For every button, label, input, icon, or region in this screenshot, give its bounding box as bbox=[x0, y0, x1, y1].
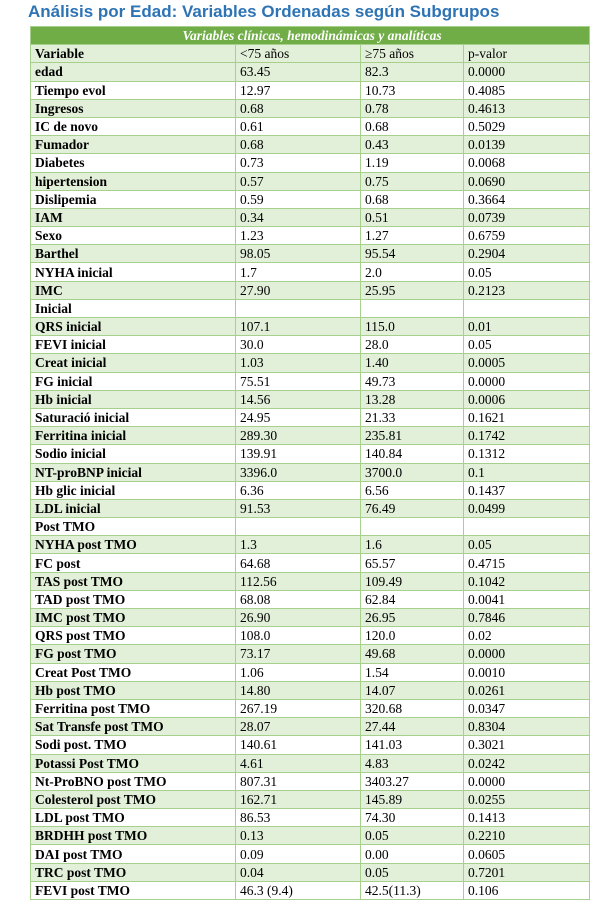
variable-cell: QRS post TMO bbox=[31, 627, 236, 645]
variable-cell: Colesterol post TMO bbox=[31, 790, 236, 808]
variable-cell: NYHA inicial bbox=[31, 263, 236, 281]
table-row bbox=[31, 518, 590, 536]
variable-cell: Ingresos bbox=[31, 99, 236, 117]
variable-cell: TRC post TMO bbox=[31, 863, 236, 881]
variable-cell: FG inicial bbox=[31, 372, 236, 390]
under-75-cell: 0.68 bbox=[236, 136, 361, 154]
variable-cell: Post TMO bbox=[31, 518, 236, 536]
variable-cell: hipertension bbox=[31, 172, 236, 190]
table-row bbox=[31, 408, 590, 426]
p-value-cell: 0.0261 bbox=[464, 681, 590, 699]
over-75-cell: 25.95 bbox=[361, 281, 464, 299]
over-75-cell: 27.44 bbox=[361, 718, 464, 736]
under-75-cell: 112.56 bbox=[236, 572, 361, 590]
under-75-cell: 1.03 bbox=[236, 354, 361, 372]
over-75-cell: 42.5(11.3) bbox=[361, 881, 464, 899]
p-value-cell: 0.4613 bbox=[464, 99, 590, 117]
variable-cell: DAI post TMO bbox=[31, 845, 236, 863]
over-75-cell: 62.84 bbox=[361, 590, 464, 608]
under-75-cell: 1.3 bbox=[236, 536, 361, 554]
table-row bbox=[31, 281, 590, 299]
under-75-cell: 0.68 bbox=[236, 99, 361, 117]
variable-cell: Sat Transfe post TMO bbox=[31, 718, 236, 736]
table-row bbox=[31, 227, 590, 245]
table-row bbox=[31, 881, 590, 899]
table-body bbox=[31, 63, 590, 900]
under-75-cell: 0.59 bbox=[236, 190, 361, 208]
variable-cell: FC post bbox=[31, 554, 236, 572]
under-75-cell: 30.0 bbox=[236, 336, 361, 354]
p-value-cell: 0.0347 bbox=[464, 699, 590, 717]
over-75-cell: 0.05 bbox=[361, 863, 464, 881]
under-75-cell: 162.71 bbox=[236, 790, 361, 808]
p-value-cell: 0.0242 bbox=[464, 754, 590, 772]
variable-cell: IMC post TMO bbox=[31, 609, 236, 627]
table-row bbox=[31, 427, 590, 445]
over-75-cell: 0.05 bbox=[361, 827, 464, 845]
table-row bbox=[31, 790, 590, 808]
variable-cell: Sexo bbox=[31, 227, 236, 245]
p-value-cell: 0.0139 bbox=[464, 136, 590, 154]
under-75-cell: 0.13 bbox=[236, 827, 361, 845]
over-75-cell: 3700.0 bbox=[361, 463, 464, 481]
table-row bbox=[31, 572, 590, 590]
p-value-cell: 0.8304 bbox=[464, 718, 590, 736]
table-row bbox=[31, 772, 590, 790]
under-75-cell: 107.1 bbox=[236, 318, 361, 336]
variable-cell: Ferritina post TMO bbox=[31, 699, 236, 717]
over-75-cell: 1.6 bbox=[361, 536, 464, 554]
variable-cell: Sodio inicial bbox=[31, 445, 236, 463]
table-row bbox=[31, 208, 590, 226]
results-table bbox=[30, 26, 590, 900]
under-75-cell: 26.90 bbox=[236, 609, 361, 627]
table-row bbox=[31, 63, 590, 81]
p-value-cell: 0.1621 bbox=[464, 408, 590, 426]
table-row bbox=[31, 754, 590, 772]
p-value-cell: 0.1437 bbox=[464, 481, 590, 499]
p-value-cell: 0.0000 bbox=[464, 63, 590, 81]
variable-cell: TAD post TMO bbox=[31, 590, 236, 608]
under-75-cell: 6.36 bbox=[236, 481, 361, 499]
variable-cell: Tiempo evol bbox=[31, 81, 236, 99]
variable-cell: IC de novo bbox=[31, 117, 236, 135]
variable-cell: QRS inicial bbox=[31, 318, 236, 336]
variable-cell: BRDHH post TMO bbox=[31, 827, 236, 845]
under-75-cell: 63.45 bbox=[236, 63, 361, 81]
variable-cell: Hb glic inicial bbox=[31, 481, 236, 499]
p-value-cell: 0.05 bbox=[464, 536, 590, 554]
table-row bbox=[31, 463, 590, 481]
over-75-cell: 6.56 bbox=[361, 481, 464, 499]
over-75-cell bbox=[361, 518, 464, 536]
over-75-cell: 0.78 bbox=[361, 99, 464, 117]
under-75-cell: 289.30 bbox=[236, 427, 361, 445]
variable-cell: NT-proBNP inicial bbox=[31, 463, 236, 481]
under-75-cell: 3396.0 bbox=[236, 463, 361, 481]
table-row bbox=[31, 499, 590, 517]
over-75-cell: 0.68 bbox=[361, 117, 464, 135]
table-row bbox=[31, 390, 590, 408]
p-value-cell: 0.2904 bbox=[464, 245, 590, 263]
under-75-cell: 91.53 bbox=[236, 499, 361, 517]
table-row bbox=[31, 354, 590, 372]
under-75-cell: 108.0 bbox=[236, 627, 361, 645]
over-75-cell: 140.84 bbox=[361, 445, 464, 463]
table-row bbox=[31, 117, 590, 135]
under-75-cell: 24.95 bbox=[236, 408, 361, 426]
table-row bbox=[31, 536, 590, 554]
under-75-cell: 86.53 bbox=[236, 809, 361, 827]
table-row bbox=[31, 245, 590, 263]
table-row bbox=[31, 372, 590, 390]
variable-cell: FG post TMO bbox=[31, 645, 236, 663]
table-row bbox=[31, 845, 590, 863]
table-row bbox=[31, 627, 590, 645]
p-value-cell: 0.0041 bbox=[464, 590, 590, 608]
column-header-p-value: p-valor bbox=[464, 45, 590, 63]
p-value-cell: 0.1413 bbox=[464, 809, 590, 827]
variable-cell: Sodi post. TMO bbox=[31, 736, 236, 754]
p-value-cell: 0.3664 bbox=[464, 190, 590, 208]
p-value-cell: 0.4715 bbox=[464, 554, 590, 572]
variable-cell: Hb inicial bbox=[31, 390, 236, 408]
table-row bbox=[31, 736, 590, 754]
over-75-cell: 14.07 bbox=[361, 681, 464, 699]
p-value-cell: 0.4085 bbox=[464, 81, 590, 99]
under-75-cell: 0.09 bbox=[236, 845, 361, 863]
under-75-cell: 12.97 bbox=[236, 81, 361, 99]
table-row bbox=[31, 699, 590, 717]
p-value-cell: 0.0255 bbox=[464, 790, 590, 808]
over-75-cell: 320.68 bbox=[361, 699, 464, 717]
table-row bbox=[31, 718, 590, 736]
variable-cell: Hb post TMO bbox=[31, 681, 236, 699]
p-value-cell: 0.0010 bbox=[464, 663, 590, 681]
p-value-cell: 0.02 bbox=[464, 627, 590, 645]
over-75-cell: 0.00 bbox=[361, 845, 464, 863]
under-75-cell: 1.23 bbox=[236, 227, 361, 245]
table-row bbox=[31, 445, 590, 463]
variable-cell: Saturació inicial bbox=[31, 408, 236, 426]
p-value-cell: 0.0000 bbox=[464, 645, 590, 663]
p-value-cell: 0.05 bbox=[464, 336, 590, 354]
over-75-cell: 145.89 bbox=[361, 790, 464, 808]
over-75-cell: 235.81 bbox=[361, 427, 464, 445]
over-75-cell: 49.73 bbox=[361, 372, 464, 390]
under-75-cell: 64.68 bbox=[236, 554, 361, 572]
over-75-cell: 1.40 bbox=[361, 354, 464, 372]
under-75-cell: 4.61 bbox=[236, 754, 361, 772]
p-value-cell: 0.0005 bbox=[464, 354, 590, 372]
over-75-cell: 0.75 bbox=[361, 172, 464, 190]
p-value-cell: 0.7201 bbox=[464, 863, 590, 881]
over-75-cell: 120.0 bbox=[361, 627, 464, 645]
over-75-cell: 82.3 bbox=[361, 63, 464, 81]
over-75-cell: 3403.27 bbox=[361, 772, 464, 790]
over-75-cell: 21.33 bbox=[361, 408, 464, 426]
p-value-cell: 0.6759 bbox=[464, 227, 590, 245]
table-row bbox=[31, 190, 590, 208]
column-header-75-plus: ≥75 años bbox=[361, 45, 464, 63]
variable-cell: Dislipemia bbox=[31, 190, 236, 208]
column-header-under-75: <75 años bbox=[236, 45, 361, 63]
over-75-cell: 10.73 bbox=[361, 81, 464, 99]
table-row bbox=[31, 299, 590, 317]
p-value-cell: 0.0739 bbox=[464, 208, 590, 226]
variable-cell: Creat inicial bbox=[31, 354, 236, 372]
variable-cell: FEVI post TMO bbox=[31, 881, 236, 899]
p-value-cell: 0.3021 bbox=[464, 736, 590, 754]
under-75-cell: 139.91 bbox=[236, 445, 361, 463]
p-value-cell: 0.1042 bbox=[464, 572, 590, 590]
over-75-cell: 0.51 bbox=[361, 208, 464, 226]
table-row bbox=[31, 154, 590, 172]
under-75-cell: 75.51 bbox=[236, 372, 361, 390]
over-75-cell: 76.49 bbox=[361, 499, 464, 517]
p-value-cell: 0.0690 bbox=[464, 172, 590, 190]
variable-cell: IMC bbox=[31, 281, 236, 299]
variable-cell: Barthel bbox=[31, 245, 236, 263]
p-value-cell: 0.0000 bbox=[464, 772, 590, 790]
table-row bbox=[31, 609, 590, 627]
variable-cell: NYHA post TMO bbox=[31, 536, 236, 554]
table-row bbox=[31, 590, 590, 608]
under-75-cell: 46.3 (9.4) bbox=[236, 881, 361, 899]
table-row bbox=[31, 136, 590, 154]
under-75-cell: 0.34 bbox=[236, 208, 361, 226]
p-value-cell: 0.7846 bbox=[464, 609, 590, 627]
table-banner: Variables clínicas, hemodinámicas y analíticas bbox=[31, 27, 590, 45]
table-row bbox=[31, 336, 590, 354]
table-header-row bbox=[31, 45, 590, 63]
p-value-cell: 0.05 bbox=[464, 263, 590, 281]
column-header-variable: Variable bbox=[31, 45, 236, 63]
variable-cell: Fumador bbox=[31, 136, 236, 154]
variable-cell: Diabetes bbox=[31, 154, 236, 172]
table-row bbox=[31, 81, 590, 99]
table-row bbox=[31, 554, 590, 572]
over-75-cell: 109.49 bbox=[361, 572, 464, 590]
variable-cell: LDL inicial bbox=[31, 499, 236, 517]
over-75-cell: 1.19 bbox=[361, 154, 464, 172]
p-value-cell: 0.1742 bbox=[464, 427, 590, 445]
under-75-cell: 807.31 bbox=[236, 772, 361, 790]
p-value-cell: 0.1312 bbox=[464, 445, 590, 463]
table-row bbox=[31, 681, 590, 699]
p-value-cell: 0.01 bbox=[464, 318, 590, 336]
under-75-cell: 267.19 bbox=[236, 699, 361, 717]
p-value-cell: 0.0499 bbox=[464, 499, 590, 517]
under-75-cell: 1.06 bbox=[236, 663, 361, 681]
variable-cell: Ferritina inicial bbox=[31, 427, 236, 445]
under-75-cell: 27.90 bbox=[236, 281, 361, 299]
p-value-cell: 0.0000 bbox=[464, 372, 590, 390]
p-value-cell: 0.106 bbox=[464, 881, 590, 899]
variable-cell: LDL post TMO bbox=[31, 809, 236, 827]
p-value-cell bbox=[464, 518, 590, 536]
p-value-cell: 0.0006 bbox=[464, 390, 590, 408]
p-value-cell: 0.0605 bbox=[464, 845, 590, 863]
over-75-cell: 0.43 bbox=[361, 136, 464, 154]
table-row bbox=[31, 263, 590, 281]
p-value-cell: 0.0068 bbox=[464, 154, 590, 172]
under-75-cell: 28.07 bbox=[236, 718, 361, 736]
variable-cell: Nt-ProBNO post TMO bbox=[31, 772, 236, 790]
table-row bbox=[31, 481, 590, 499]
over-75-cell: 26.95 bbox=[361, 609, 464, 627]
table-row bbox=[31, 318, 590, 336]
under-75-cell: 0.04 bbox=[236, 863, 361, 881]
table-row bbox=[31, 645, 590, 663]
table-row bbox=[31, 99, 590, 117]
table-banner-row bbox=[31, 27, 590, 45]
over-75-cell bbox=[361, 299, 464, 317]
variable-cell: Potassi Post TMO bbox=[31, 754, 236, 772]
page-title: Análisis por Edad: Variables Ordenadas según Subgrupos bbox=[28, 2, 500, 21]
variable-cell: IAM bbox=[31, 208, 236, 226]
over-75-cell: 95.54 bbox=[361, 245, 464, 263]
over-75-cell: 74.30 bbox=[361, 809, 464, 827]
over-75-cell: 2.0 bbox=[361, 263, 464, 281]
under-75-cell: 0.57 bbox=[236, 172, 361, 190]
over-75-cell: 1.27 bbox=[361, 227, 464, 245]
over-75-cell: 141.03 bbox=[361, 736, 464, 754]
over-75-cell: 49.68 bbox=[361, 645, 464, 663]
variable-cell: edad bbox=[31, 63, 236, 81]
table-row bbox=[31, 809, 590, 827]
over-75-cell: 28.0 bbox=[361, 336, 464, 354]
over-75-cell: 115.0 bbox=[361, 318, 464, 336]
table-row bbox=[31, 663, 590, 681]
variable-cell: TAS post TMO bbox=[31, 572, 236, 590]
p-value-cell: 0.2210 bbox=[464, 827, 590, 845]
under-75-cell bbox=[236, 299, 361, 317]
under-75-cell: 0.73 bbox=[236, 154, 361, 172]
under-75-cell bbox=[236, 518, 361, 536]
under-75-cell: 14.56 bbox=[236, 390, 361, 408]
p-value-cell bbox=[464, 299, 590, 317]
table-row bbox=[31, 863, 590, 881]
under-75-cell: 140.61 bbox=[236, 736, 361, 754]
over-75-cell: 65.57 bbox=[361, 554, 464, 572]
p-value-cell: 0.1 bbox=[464, 463, 590, 481]
under-75-cell: 14.80 bbox=[236, 681, 361, 699]
under-75-cell: 73.17 bbox=[236, 645, 361, 663]
variable-cell: FEVI inicial bbox=[31, 336, 236, 354]
over-75-cell: 13.28 bbox=[361, 390, 464, 408]
p-value-cell: 0.5029 bbox=[464, 117, 590, 135]
under-75-cell: 0.61 bbox=[236, 117, 361, 135]
over-75-cell: 1.54 bbox=[361, 663, 464, 681]
under-75-cell: 68.08 bbox=[236, 590, 361, 608]
under-75-cell: 98.05 bbox=[236, 245, 361, 263]
p-value-cell: 0.2123 bbox=[464, 281, 590, 299]
variable-cell: Creat Post TMO bbox=[31, 663, 236, 681]
table-row bbox=[31, 827, 590, 845]
variable-cell: Inicial bbox=[31, 299, 236, 317]
over-75-cell: 4.83 bbox=[361, 754, 464, 772]
under-75-cell: 1.7 bbox=[236, 263, 361, 281]
over-75-cell: 0.68 bbox=[361, 190, 464, 208]
table-row bbox=[31, 172, 590, 190]
